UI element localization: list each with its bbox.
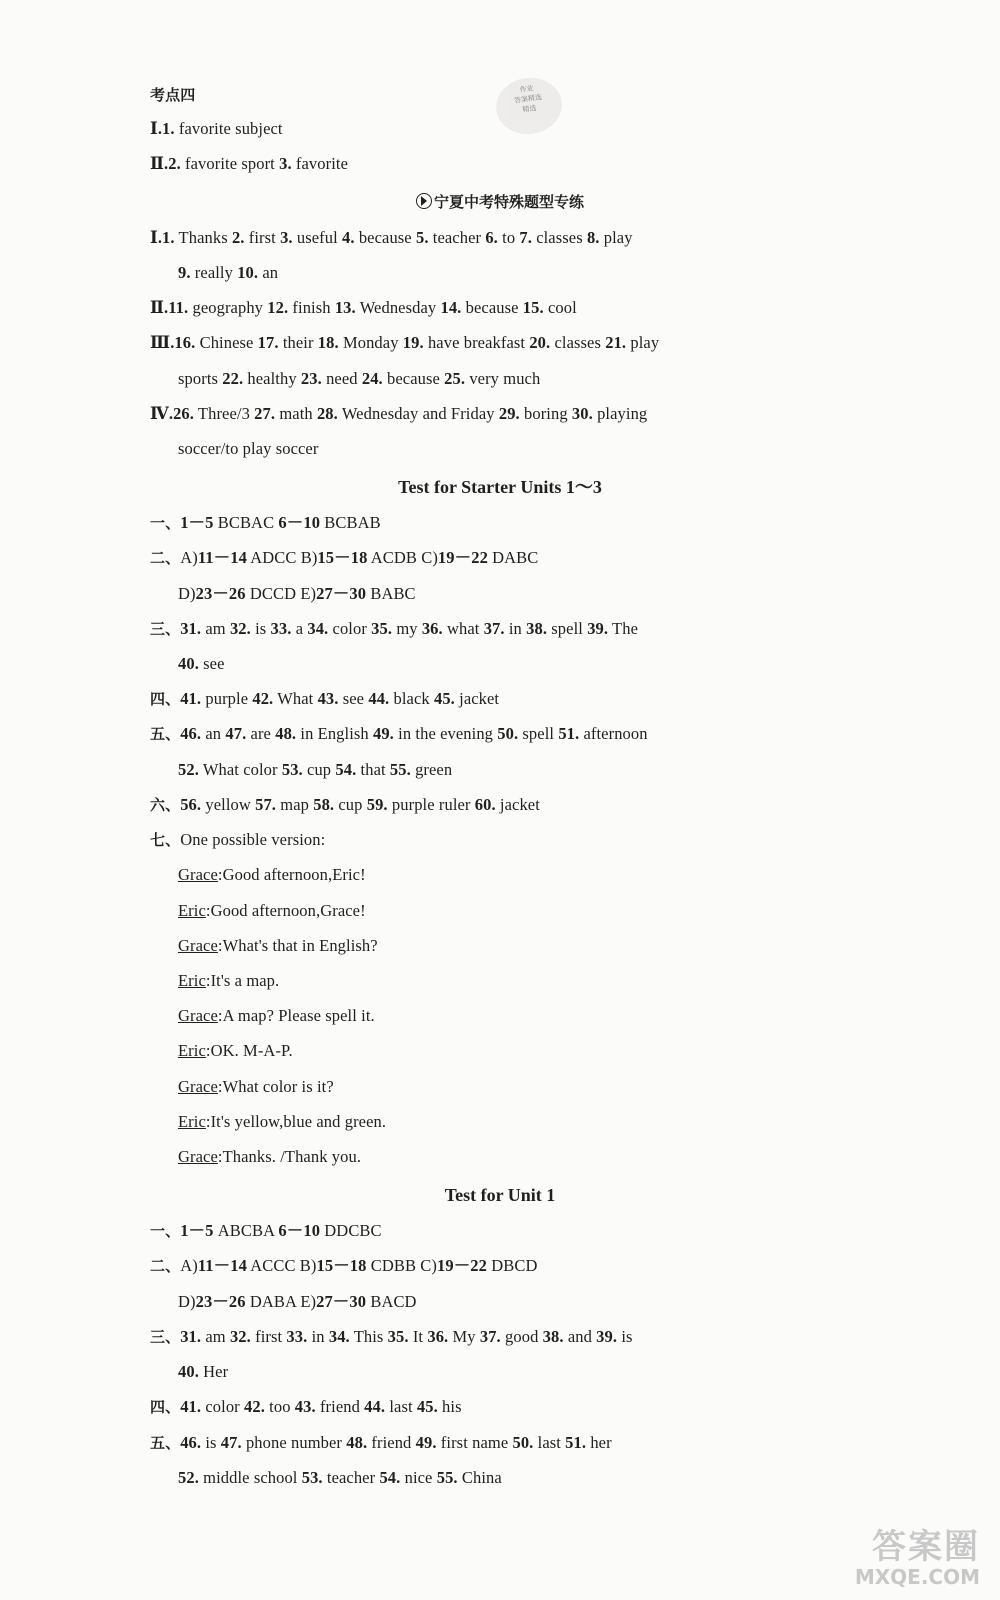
- dialog-line: Grace:Thanks. /Thank you.: [178, 1147, 362, 1166]
- answer-line: Ⅳ.26. Three/3 27. math 28. Wednesday and Friday 29. boring 30. playing: [150, 404, 648, 423]
- answer-line: 三、31. am 32. is 33. a 34. color 35. my 36. what 37. in 38. spell 39. The: [150, 619, 639, 638]
- dialog-line: Grace:Good afternoon,Eric!: [178, 865, 366, 884]
- answer-line: 52. What color 53. cup 54. that 55. green: [178, 760, 453, 779]
- answer-line: 二、A)11－14 ADCC B)15－18 ACDB C)19－22 DABC: [150, 548, 539, 567]
- answer-line: Ⅰ.1. favorite subject: [150, 119, 283, 138]
- answer-line: sports 22. healthy 23. need 24. because 25. very much: [178, 369, 541, 388]
- answer-line: 40. see: [178, 654, 225, 673]
- answer-line: 9. really 10. an: [178, 263, 279, 282]
- answer-line: 五、46. an 47. are 48. in English 49. in the evening 50. spell 51. afternoon: [150, 724, 648, 743]
- answer-line: 七、One possible version:: [150, 830, 326, 849]
- answer-line: 二、A)11－14 ACCC B)15－18 CDBB C)19－22 DBCD: [150, 1256, 538, 1275]
- answer-line: 一、1－5 BCBAC 6－10 BCBAB: [150, 513, 381, 532]
- dialog-line: Grace:What's that in English?: [178, 936, 378, 955]
- section-heading-ningxia: 宁夏中考特殊题型专练: [0, 190, 1000, 214]
- dialog-line: Eric:It's yellow,blue and green.: [178, 1112, 387, 1131]
- section-title-kaodian4: 考点四: [150, 86, 196, 104]
- answer-line: 四、41. purple 42. What 43. see 44. black 45. jacket: [150, 689, 500, 708]
- stamp-seal: 作业 答案精选 精选: [492, 74, 565, 139]
- answer-line: soccer/to play soccer: [178, 439, 319, 458]
- dialog-line: Grace:What color is it?: [178, 1077, 334, 1096]
- watermark: 答案圈 MXQE.COM: [854, 1527, 980, 1589]
- dialog-line: Eric:It's a map.: [178, 971, 280, 990]
- answer-line: 四、41. color 42. too 43. friend 44. last 45. his: [150, 1397, 462, 1416]
- answer-line: 六、56. yellow 57. map 58. cup 59. purple ruler 60. jacket: [150, 795, 540, 814]
- answer-line: 52. middle school 53. teacher 54. nice 55. China: [178, 1468, 502, 1487]
- answer-line: 三、31. am 32. first 33. in 34. This 35. It 36. My 37. good 38. and 39. is: [150, 1327, 633, 1346]
- answer-line: D)23－26 DABA E)27－30 BACD: [178, 1292, 417, 1311]
- answer-line: Ⅱ.11. geography 12. finish 13. Wednesday 14. because 15. cool: [150, 298, 577, 317]
- answer-line: 五、46. is 47. phone number 48. friend 49. first name 50. last 51. her: [150, 1433, 612, 1452]
- dialog-line: Eric:OK. M-A-P.: [178, 1041, 293, 1060]
- answer-line: 40. Her: [178, 1362, 229, 1381]
- section-heading-unit1: Test for Unit 1: [444, 1185, 556, 1205]
- arrow-circle-icon: [416, 193, 432, 209]
- answer-line: 一、1－5 ABCBA 6－10 DDCBC: [150, 1221, 382, 1240]
- answer-line: Ⅱ.2. favorite sport 3. favorite: [150, 154, 349, 173]
- dialog-line: Eric:Good afternoon,Grace!: [178, 901, 366, 920]
- dialog-line: Grace:A map? Please spell it.: [178, 1006, 375, 1025]
- answer-line: D)23－26 DCCD E)27－30 BABC: [178, 584, 416, 603]
- answer-line: Ⅲ.16. Chinese 17. their 18. Monday 19. have breakfast 20. classes 21. play: [150, 333, 660, 352]
- answer-line: Ⅰ.1. Thanks 2. first 3. useful 4. because 5. teacher 6. to 7. classes 8. play: [150, 228, 633, 247]
- section-heading-starter: Test for Starter Units 1～3: [398, 477, 602, 497]
